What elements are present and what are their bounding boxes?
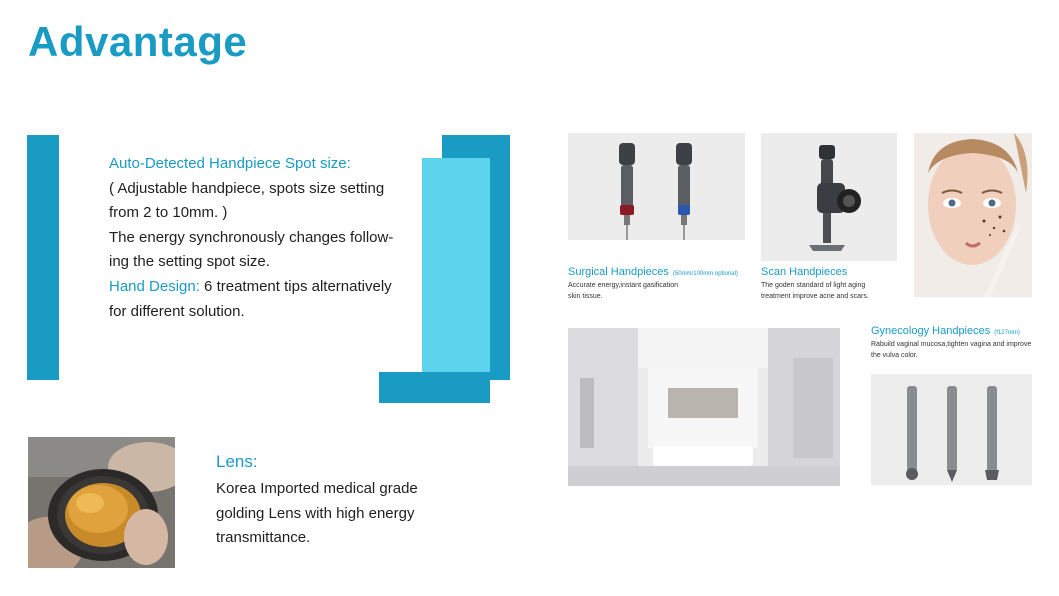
hand-design-line <box>109 275 407 300</box>
scan-caption-text <box>761 281 869 302</box>
lens-description <box>216 477 456 551</box>
surgical-handpieces-photo <box>568 133 745 240</box>
spot-size-heading: Auto-Detected Handpiece Spot size: <box>109 155 351 172</box>
lens-photo <box>28 437 175 568</box>
description-line: ing the setting spot size. <box>109 253 270 271</box>
surgical-caption-title <box>568 266 738 278</box>
decor-block-bottom <box>379 372 490 403</box>
caption-line: Rabuild vaginal mucosa,tighten vagina and improve <box>871 341 1032 348</box>
handpiece-description <box>109 152 407 324</box>
scan-handpiece-photo <box>761 133 897 261</box>
hand-design-label: Hand Design: <box>109 277 200 295</box>
description-line: The energy synchronously changes follow- <box>109 228 394 246</box>
caption-line: the vulva color. <box>871 351 918 359</box>
treatment-room-photo <box>568 328 840 486</box>
surgical-caption-text <box>568 281 678 302</box>
caption-line: treatment improve acne and scars. <box>761 292 869 300</box>
page-title: Advantage <box>28 18 248 65</box>
description-line: from 2 to 10mm. ) <box>109 204 228 222</box>
surgical-note: (50mm/100mm optional) <box>672 271 738 277</box>
gynecology-caption-text <box>871 340 1031 361</box>
face-treatment-photo <box>914 133 1032 297</box>
gynecology-caption-title <box>871 325 1020 337</box>
scan-title: Scan Handpieces <box>761 266 848 278</box>
gynecology-title: Gynecology Handpieces <box>871 325 991 337</box>
caption-line: Accurate energy,instant gasification <box>568 282 678 289</box>
gynecology-handpieces-photo <box>871 374 1032 485</box>
lens-line: Korea Imported medical grade <box>216 480 418 497</box>
decor-block-light <box>422 158 490 373</box>
gynecology-note: (f127mm) <box>994 330 1020 336</box>
description-line: ( Adjustable handpiece, spots size setting <box>109 179 385 197</box>
caption-line: The goden standard of light aging <box>761 282 866 289</box>
lens-line: golding Lens with high energy <box>216 504 415 522</box>
lens-title: Lens: <box>216 452 258 471</box>
surgical-title: Surgical Handpieces <box>568 266 669 278</box>
scan-caption-title <box>761 266 847 278</box>
hand-design-text: 6 treatment tips alternatively <box>199 277 392 295</box>
lens-line: transmittance. <box>216 529 311 547</box>
description-line: for different solution. <box>109 302 245 320</box>
caption-line: skin tissue. <box>568 292 603 300</box>
left-accent-bar <box>27 135 59 380</box>
